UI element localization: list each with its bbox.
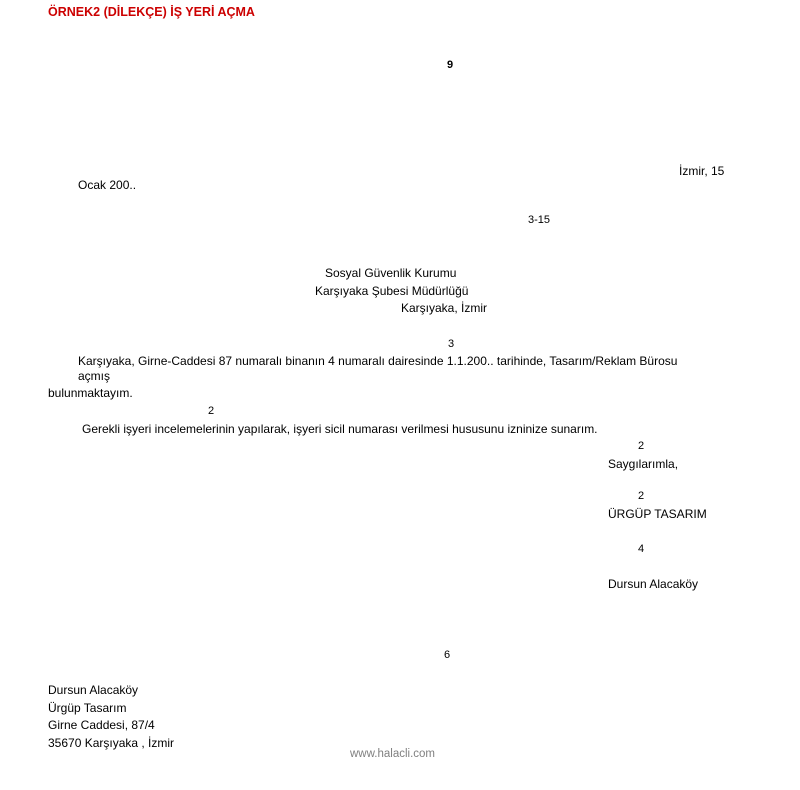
date-line-2: Ocak 200..	[78, 178, 137, 192]
closing-signer: Dursun Alacaköy	[608, 577, 699, 591]
closing-company: ÜRGÜP TASARIM	[608, 507, 707, 521]
spacing-marker: 2	[208, 405, 215, 417]
spacing-marker: 9	[447, 59, 454, 71]
document-title: ÖRNEK2 (DİLEKÇE) İŞ YERİ AÇMA	[48, 5, 255, 19]
recipient-line-2: Karşıyaka Şubesi Müdürlüğü	[315, 284, 469, 298]
sender-address-line-1: Dursun Alacaköy	[48, 683, 139, 697]
footer-website-link[interactable]: www.halacli.com	[350, 748, 435, 760]
spacing-marker: 6	[444, 649, 451, 661]
body-paragraph-1-line-3: bulunmaktayım.	[48, 386, 133, 400]
body-paragraph-2: Gerekli işyeri incelemelerinin yapılarak, işyeri sicil numarası verilmesi hususunu izninize sunarım.	[82, 422, 598, 436]
spacing-marker: 2	[638, 490, 645, 502]
sender-address-line-4: 35670 Karşıyaka , İzmir	[48, 736, 175, 750]
spacing-marker: 2	[638, 440, 645, 452]
body-paragraph-1-line-2: açmış	[78, 369, 111, 383]
sender-address-line-2: Ürgüp Tasarım	[48, 701, 127, 715]
date-line-1: İzmir, 15	[679, 164, 725, 178]
spacing-marker: 3-15	[528, 214, 551, 226]
closing-salutation: Saygılarımla,	[608, 457, 679, 471]
recipient-line-1: Sosyal Güvenlik Kurumu	[325, 266, 457, 280]
recipient-line-3: Karşıyaka, İzmir	[401, 301, 488, 315]
spacing-marker: 3	[448, 338, 455, 350]
body-paragraph-1-line-1: Karşıyaka, Girne-Caddesi 87 numaralı binanın 4 numaralı dairesinde 1.1.200.. tarihinde, Tasarım/Reklam Bürosu	[78, 354, 678, 368]
spacing-marker: 4	[638, 543, 645, 555]
sender-address-line-3: Girne Caddesi, 87/4	[48, 718, 155, 732]
